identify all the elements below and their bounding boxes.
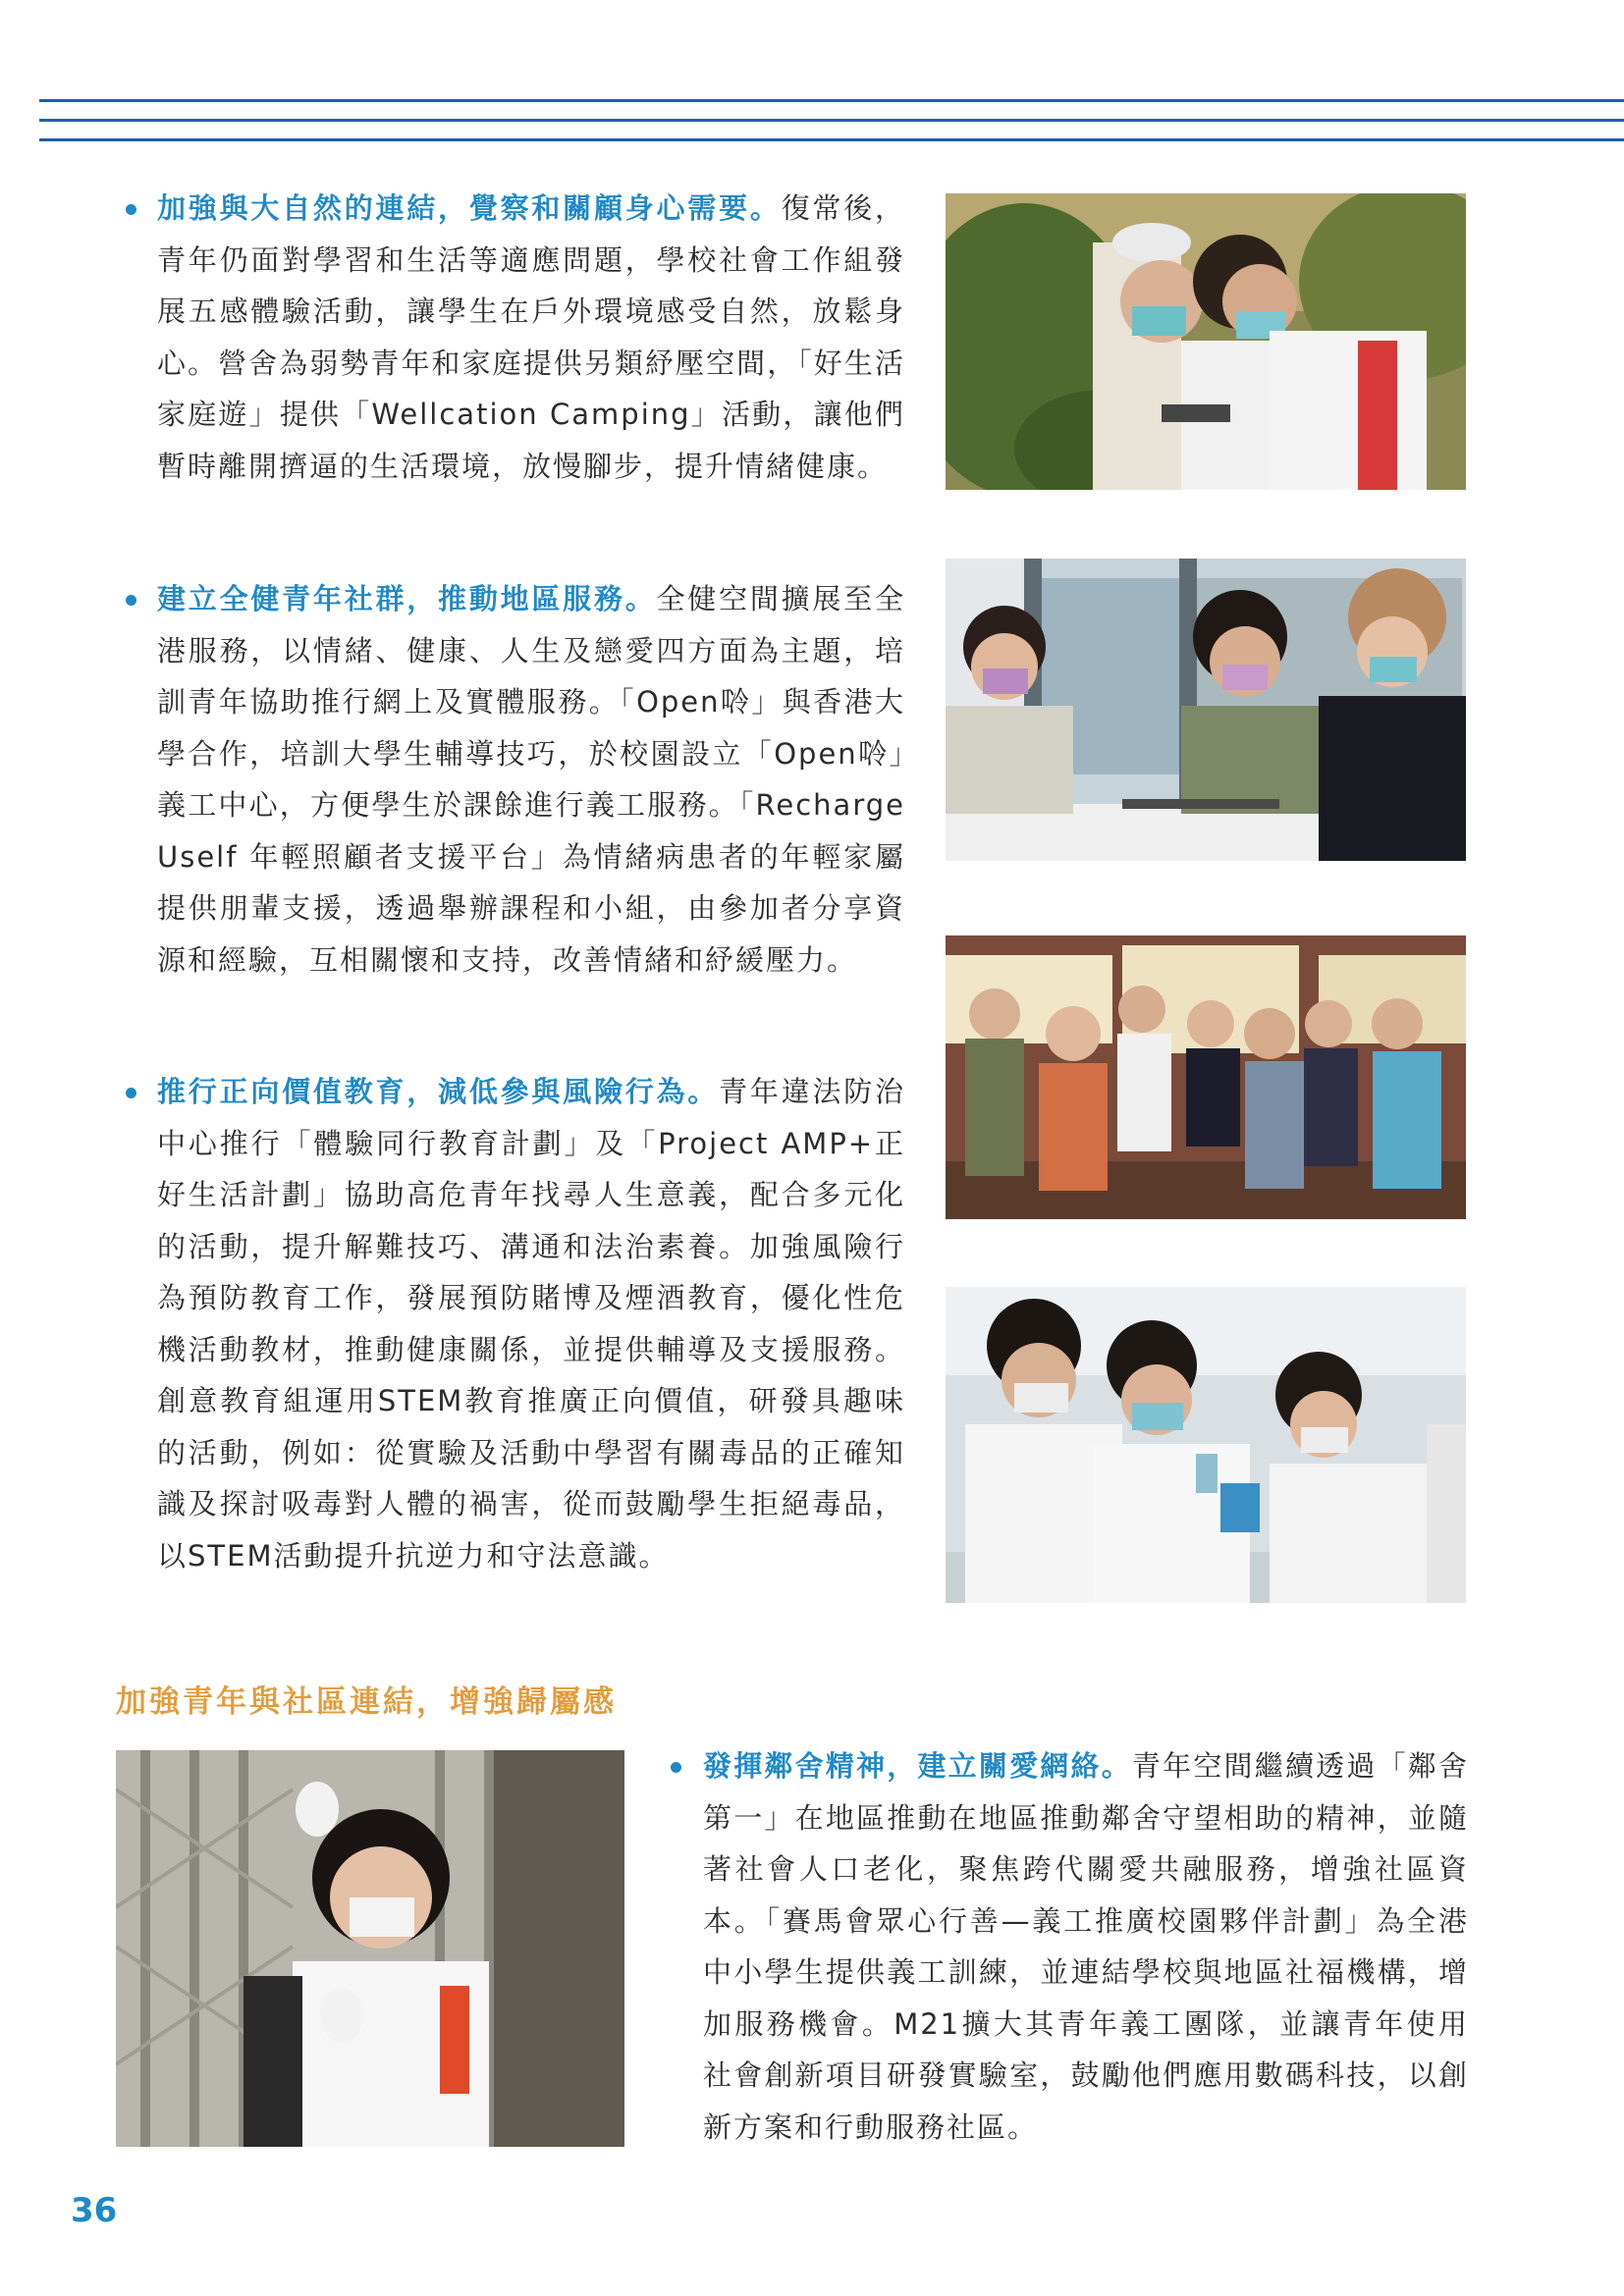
header-rule-3	[39, 138, 1624, 141]
photo-outdoor-activity	[946, 193, 1466, 490]
bullet-lead: 推行正向價值教育，減低參與風險行為。	[157, 1075, 720, 1108]
bullet-lead: 建立全健青年社群，推動地區服務。	[157, 582, 657, 615]
bullet-dot	[126, 1088, 136, 1098]
page-number: 36	[71, 2191, 118, 2230]
photo-calligraphy-workshop	[946, 559, 1466, 861]
bullet-lead: 加強與大自然的連結，覺察和關顧身心需要。	[157, 191, 782, 225]
bullet-body: 全健空間擴展至全港服務，以情緒、健康、人生及戀愛四方面為主題，培訓青年協助推行網上及實體服務。「Open唥」與香港大學合作，培訓大學生輔導技巧，於校園設立「Open唥」義工中心，方便學生於課餘進行義工服務。「Recharge Uself 年輕照顧者支援平台」為情緒病患者的年輕家屬提供朋輩支援，透過舉辦課程和小組，由參加者分享資源和經驗，互相關懷和支持，改善情緒和紓緩壓力。	[157, 582, 905, 977]
bullet-body: 青年空間繼續透過「鄰舍第一」在地區推動在地區推動鄰舍守望相助的精神，並隨著社會人口老化，聚焦跨代關愛共融服務，增強社區資本。「賽馬會眾心行善—義工推廣校園夥伴計劃」為全港中小學生提供義工訓練，並連結學校與地區社福機構，增加服務機會。M21擴大其青年義工團隊，並讓青年使用社會創新項目研發實驗室，鼓勵他們應用數碼科技，以創新方案和行動服務社區。	[703, 1749, 1469, 2144]
photo-volunteer-cleaning	[116, 1750, 624, 2147]
bullet-body: 青年違法防治中心推行「體驗同行教育計劃」及「Project AMP+正好生活計劃」協助高危青年找尋人生意義，配合多元化的活動，提升解難技巧、溝通和法治素養。加強風險行為預防教育工作，發展預防賭博及煙酒教育，優化性危機活動教材，推動健康關係，並提供輔導及支援服務。創意教育組運用STEM教育推廣正向價值，研發具趣味的活動，例如：從實驗及活動中學習有關毒品的正確知識及探討吸毒對人體的禍害，從而鼓勵學生拒絕毒品，以STEM活動提升抗逆力和守法意識。	[157, 1075, 905, 1573]
section-heading: 加強青年與社區連結，增強歸屬感	[116, 1684, 617, 1720]
bullet-dot	[126, 595, 136, 606]
photo-group-activity	[946, 935, 1466, 1219]
bullet-lead: 發揮鄰舍精神，建立關愛網絡。	[703, 1749, 1132, 1783]
header-rule-1	[39, 99, 1624, 102]
bullet-positive-values	[157, 1066, 905, 1581]
bullet-neighbourhood	[703, 1740, 1469, 2153]
bullet-dot	[126, 204, 136, 215]
bullet-nature	[157, 183, 905, 492]
bullet-body: 復常後，青年仍面對學習和生活等適應問題，學校社會工作組發展五感體驗活動，讓學生在戶外環境感受自然，放鬆身心。營舍為弱勢青年和家庭提供另類紓壓空間，「好生活家庭遊」提供「Wellcation Camping」活動，讓他們暫時離開擠逼的生活環境，放慢腳步，提升情緒健康。	[157, 191, 905, 483]
bullet-community	[157, 573, 905, 986]
bullet-dot	[671, 1762, 681, 1773]
header-rule-2	[39, 119, 1624, 122]
photo-stem-experiment	[946, 1287, 1466, 1603]
